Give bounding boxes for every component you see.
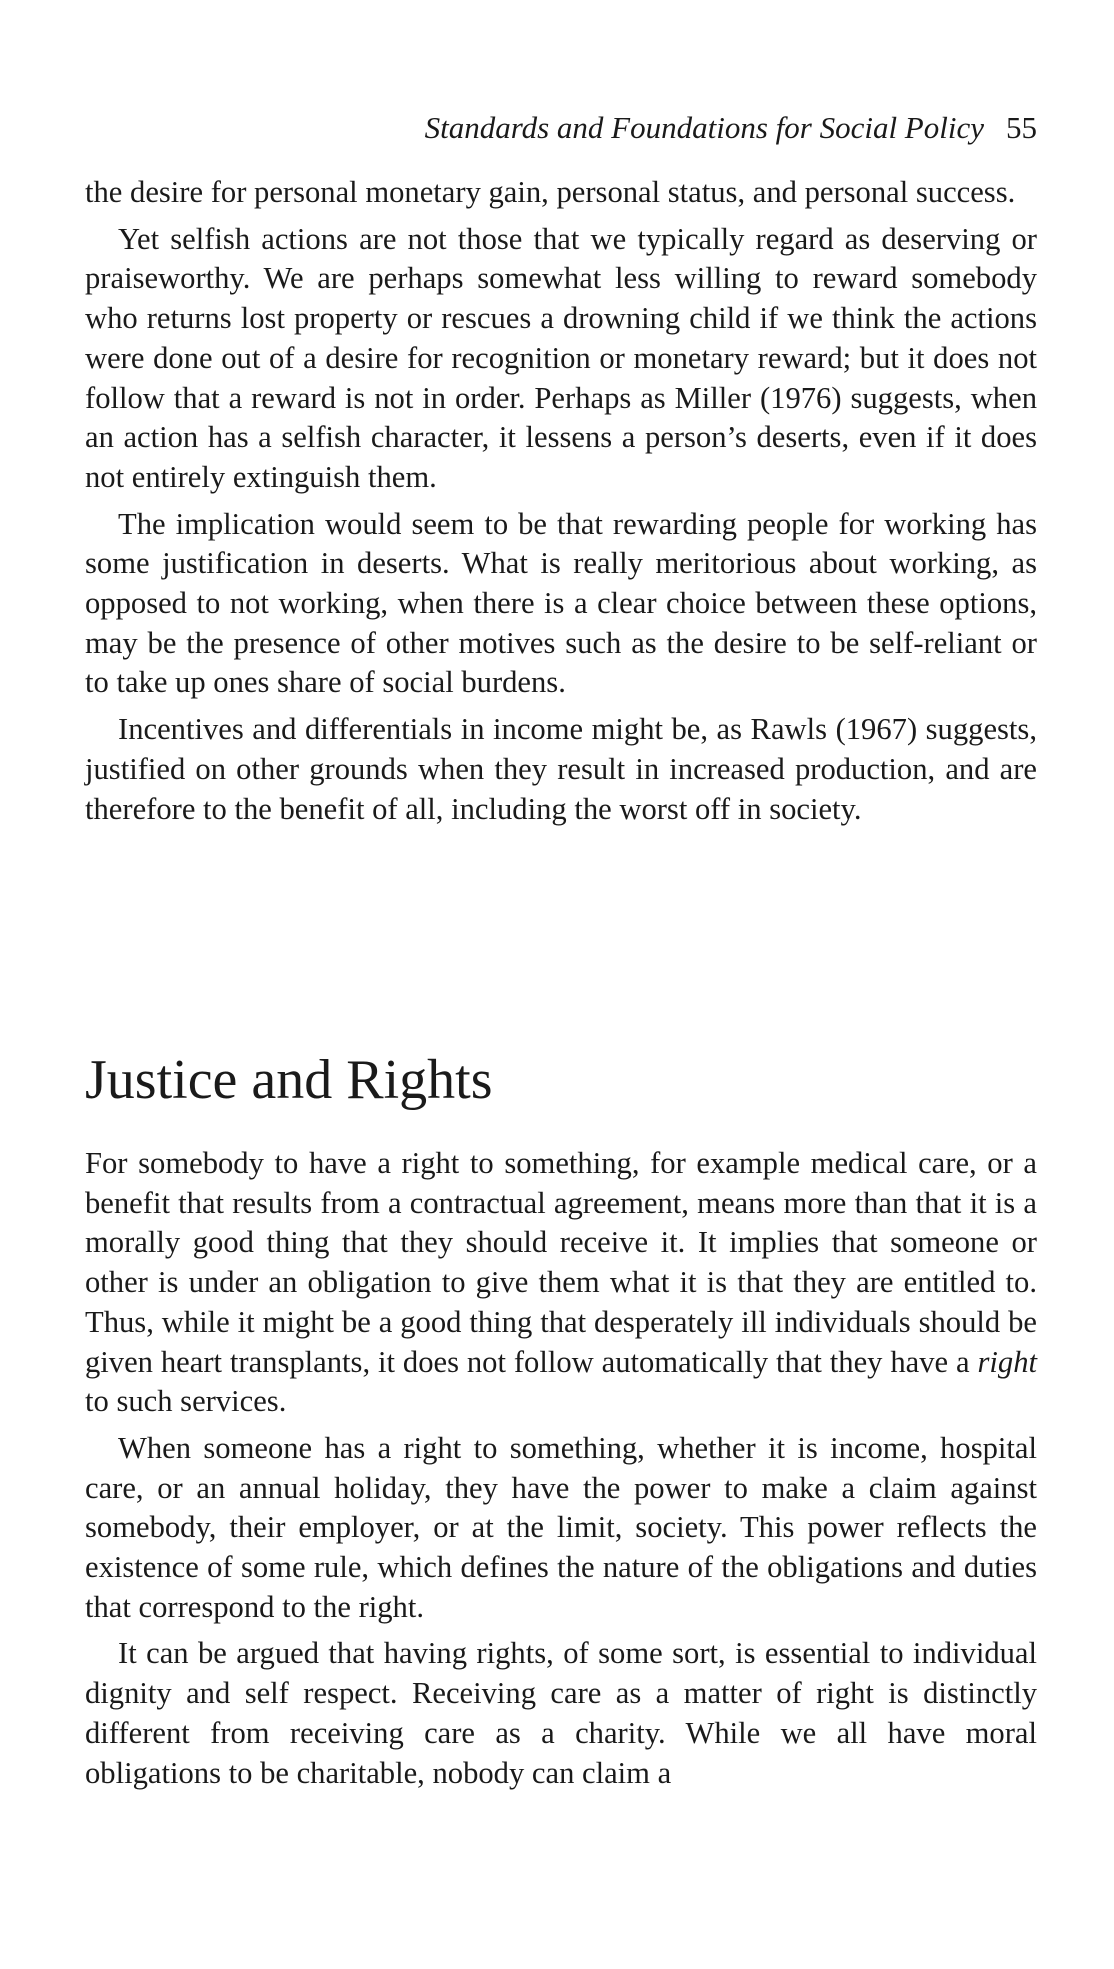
- paragraph-right-definition-start: For somebody to have a right to something, for example medical care, or a benefit that results from a contractual agreement, means more than that it is a morally good thing that they should receive it. It implies that someone or other is under an obligation to give them what it is that they are entitled to. Thus, while it might be a good thing that desperately ill individuals should be given heart transplants, it does not follow automatically that they have a: [85, 1146, 1037, 1379]
- running-head: [425, 110, 1037, 146]
- paragraph-claim-power: When someone has a right to something, whether it is income, hospital care, or an annual holiday, they have the power to make a claim against somebody, their employer, or at the limit, society. This power reflects the existence of some rule, which defines the nature of the obligations and duties that correspond to the right.: [85, 1430, 1037, 1624]
- page-number: 55: [1006, 110, 1037, 145]
- paragraph-continued: the desire for personal monetary gain, personal status, and personal success.: [85, 175, 1016, 209]
- section-one-text: [85, 173, 1037, 836]
- section-heading: Justice and Rights: [85, 1049, 493, 1111]
- paragraph-right-definition-end: to such services.: [85, 1384, 287, 1419]
- emphasis-right: right: [977, 1344, 1037, 1379]
- paragraph-selfish-actions: Yet selfish actions are not those that we typically regard as deserving or praiseworthy. We are perhaps somewhat less willing to reward somebody who returns lost property or rescues a drowning child if we think the actions were done out of a desire for recognition or monetary reward; but it does not follow that a reward is not in order. Perhaps as Miller (1976) suggests, when an action has a selfish character, it lessens a person’s deserts, even if it does not entirely extinguish them.: [85, 221, 1037, 494]
- section-two-text: [85, 1144, 1037, 1800]
- paragraph-incentives: Incentives and differentials in income might be, as Rawls (1967) suggests, justified on other grounds when they result in increased production, and are therefore to the benefit of all, including the worst off in society.: [85, 712, 1037, 826]
- running-title: Standards and Foundations for Social Policy: [424, 110, 984, 145]
- paragraph-right-definition: [85, 1144, 1037, 1422]
- paragraph-dignity: It can be argued that having rights, of some sort, is essential to individual dignity and self respect. Receiving care as a matter of right is distinctly different from receiving care as a charity. While we all have moral obligations to be charitable, nobody can claim a: [85, 1636, 1037, 1790]
- paragraph-implication: The implication would seem to be that rewarding people for working has some justification in deserts. What is really meritorious about working, as opposed to not working, when there is a clear choice between these options, may be the presence of other motives such as the desire to be self-reliant or to take up ones share of social burdens.: [85, 506, 1037, 700]
